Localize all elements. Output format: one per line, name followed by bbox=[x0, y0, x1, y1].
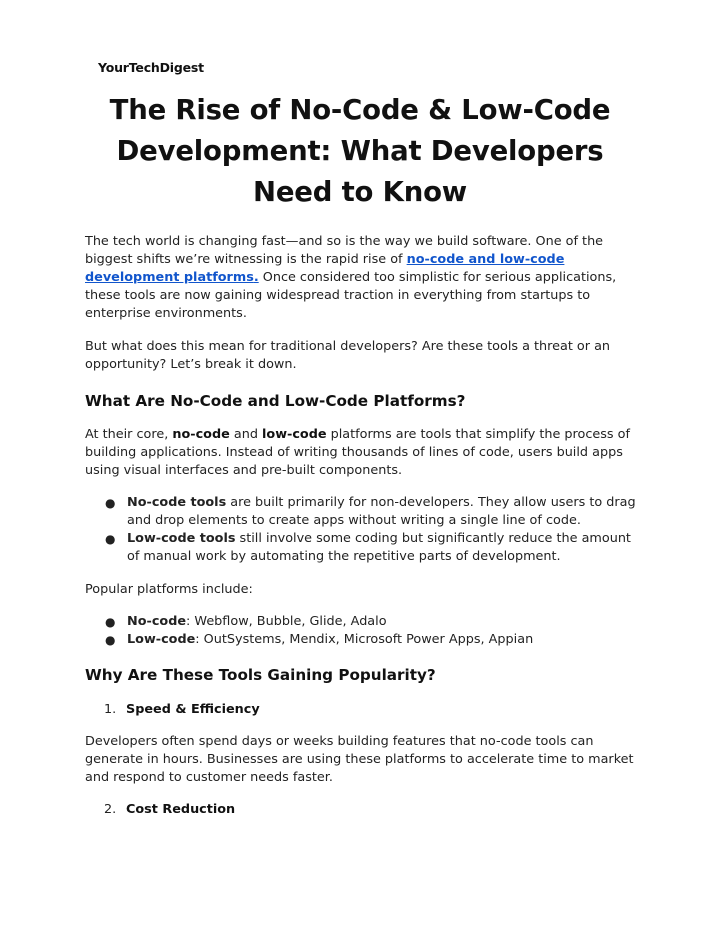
section-heading-platforms: What Are No-Code and Low-Code Platforms? bbox=[85, 392, 466, 410]
list-item bbox=[85, 631, 645, 649]
tool-types-list bbox=[85, 494, 645, 566]
article-title bbox=[60, 90, 660, 213]
title-line-2: Development: What Developers bbox=[116, 135, 604, 167]
item-number: 1. bbox=[104, 702, 117, 717]
list-item-title: Low-code tools bbox=[127, 531, 236, 546]
list-item bbox=[85, 530, 645, 566]
intro-text-post: Once considered too simplistic for serious applications, these tools are now gaining widespread traction in everything from startups to enterprise environments. bbox=[85, 270, 617, 321]
site-logo: YourTechDigest bbox=[98, 60, 204, 75]
list-item bbox=[85, 494, 645, 530]
numbered-item-cost bbox=[104, 801, 235, 819]
intro-text-pre: The tech world is changing fast—and so is the way we build software. One of the biggest shifts we’re witnessing is the rapid rise of bbox=[85, 234, 604, 267]
section-heading-popularity: Why Are These Tools Gaining Popularity? bbox=[85, 666, 436, 684]
platforms-link[interactable]: no-code and low-code development platforms bbox=[85, 252, 565, 285]
list-item-text: still involve some coding but significantly reduce the amount of manual work by automating the repetitive parts of development. bbox=[127, 531, 631, 564]
question-paragraph: But what does this mean for traditional developers? Are these tools a threat or an opportunity? Let’s break it down. bbox=[85, 339, 611, 372]
bullet-icon: ● bbox=[105, 633, 116, 647]
title-line-3: Need to Know bbox=[253, 176, 467, 208]
no-code-term: no-code bbox=[172, 427, 230, 442]
intro-paragraph bbox=[85, 233, 645, 323]
numbered-item-speed bbox=[104, 701, 260, 719]
bullet-icon: ● bbox=[105, 615, 116, 629]
popular-platforms-intro: Popular platforms include: bbox=[85, 582, 253, 597]
list-item bbox=[85, 613, 645, 631]
item-number: 2. bbox=[104, 802, 117, 817]
list-item-title: No-code tools bbox=[127, 495, 227, 510]
platforms-list bbox=[85, 613, 645, 649]
list-item-title: No-code bbox=[127, 614, 187, 629]
definition-text: At their core, bbox=[85, 427, 173, 442]
definition-text-mid: and bbox=[229, 427, 263, 442]
list-item-text: : OutSystems, Mendix, Microsoft Power Apps, Appian bbox=[195, 632, 534, 647]
item-title: Cost Reduction bbox=[126, 802, 236, 817]
speed-paragraph: Developers often spend days or weeks building features that no-code tools can generate in hours. Businesses are using these platforms to accelerate time to market and respond to customer needs faster. bbox=[85, 734, 634, 785]
bullet-icon: ● bbox=[105, 496, 116, 510]
definition-paragraph bbox=[85, 426, 645, 480]
title-line-1: The Rise of No-Code & Low-Code bbox=[109, 94, 611, 126]
list-item-text: : Webflow, Bubble, Glide, Adalo bbox=[186, 614, 387, 629]
link-punctuation[interactable]: . bbox=[253, 270, 259, 285]
definition-text-post: platforms are tools that simplify the process of building applications. Instead of writing thousands of lines of code, users build apps using visual interfaces and pre-built components. bbox=[85, 427, 630, 478]
bullet-icon: ● bbox=[105, 532, 116, 546]
item-title: Speed & Efficiency bbox=[126, 702, 260, 717]
list-item-title: Low-code bbox=[127, 632, 196, 647]
low-code-term: low-code bbox=[262, 427, 327, 442]
list-item-text: are built primarily for non-developers. They allow users to drag and drop elements to create apps without writing a single line of code. bbox=[127, 495, 636, 528]
